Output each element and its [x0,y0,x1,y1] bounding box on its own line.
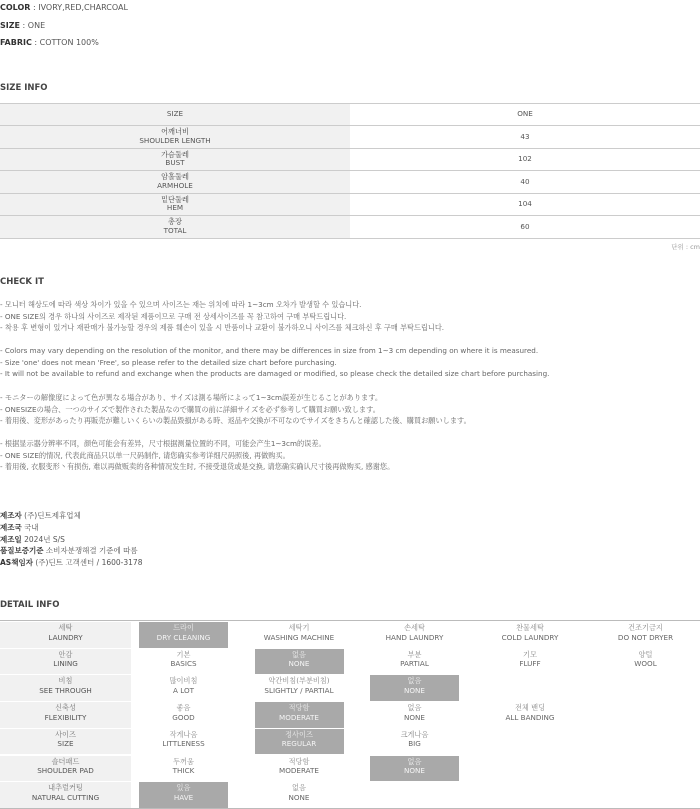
maker-row [0,557,142,569]
notes-chinese: - 根据显示器分辨率不同，颜色可能会有差异，尺寸根据测量位置的不同，可能会产生1~3cm的误差。 - ONE SIZE的情况, 代表此商品只以单一尺码制作, 请您确实参考详细尺码照後, 再做购买。 - 着用後, 衣服变形丶有损伤, 难以再做贩卖的各种情况发生时, 不接受退货或是交换, 请您确实确认尺寸後再做购买, 感谢您。 [0,439,395,471]
detail-option-ko: 양털 [638,649,653,659]
detail-option [255,675,344,701]
detail-option [255,702,344,728]
detail-option-en: DRY CLEANING [156,632,211,642]
detail-option-en: NONE [404,685,425,695]
table-row [0,126,700,149]
detail-option-en: WOOL [634,659,657,669]
detail-option-en: LITTLENESS [162,739,205,749]
detail-label-en: SEE THROUGH [39,685,92,695]
detail-option-en: GOOD [172,712,195,722]
size-row-value: 60 [350,216,700,239]
detail-label-ko: 숄더패드 [51,756,80,766]
size-label-ko: 총장 [168,217,182,227]
detail-label-en: LINING [53,659,78,669]
detail-option-ko: 드라이 [173,623,194,632]
detail-option-en: REGULAR [281,739,317,749]
detail-option-ko: 두꺼움 [173,756,194,766]
size-label-en: HEM [166,203,184,213]
detail-option-en: NONE [404,712,425,722]
detail-label-ko: 안감 [58,649,73,659]
detail-option [139,649,228,675]
size-label-ko: 가슴둘레 [161,149,189,159]
detail-option-en: SLIGHTLY / PARTIAL [264,685,334,695]
detail-option-ko: 찬물세탁 [516,623,544,632]
detail-label-en: SIZE [57,739,74,749]
maker-value: 소비자분쟁해결 기준에 따름 [45,546,138,556]
size-row-value: 43 [350,126,700,149]
detail-label-en: SHOULDER PAD [37,766,94,775]
detail-option-en: COLD LAUNDRY [501,632,559,642]
detail-option-ko: 있음 [176,783,191,793]
detail-option [370,622,459,648]
detail-option [486,622,575,648]
detail-row-label [0,649,131,675]
detail-option [255,756,344,782]
detail-option-ko: 정사이즈 [285,729,313,739]
size-label-en: SHOULDER LENGTH [139,135,211,145]
detail-option-en: THICK [172,766,195,775]
size-header-label: SIZE [0,104,350,126]
detail-option [139,675,228,701]
detail-option-ko: 크게나옴 [400,729,429,739]
detail-option [601,649,690,675]
detail-option [370,702,459,728]
detail-option-ko: 약간비침(부분비침) [268,676,330,686]
detail-label-ko: 내추럴커팅 [48,783,83,793]
unit-note: 단위 : cm [671,243,700,251]
detail-option-en: HAVE [173,792,194,802]
detail-option-en: HAND LAUNDRY [385,632,444,642]
detail-label-en: NATURAL CUTTING [31,792,100,802]
spec-color: COLOR : IVORY,RED,CHARCOAL [0,3,128,12]
spec-value: ONE [27,21,46,30]
detail-option [255,622,344,648]
detail-option [370,729,459,755]
detail-option-ko: 없음 [407,676,422,686]
size-label-ko: 암홀둘레 [161,172,189,182]
detail-option-ko: 없음 [292,649,306,659]
size-label-ko: 밑단둘레 [161,194,189,204]
detail-row-label [0,729,131,755]
detail-option-ko: 없음 [292,783,306,793]
spec-value: IVORY,RED,CHARCOAL [38,3,128,12]
spec-size: SIZE : ONE [0,21,46,30]
detail-option-ko: 손세탁 [404,623,425,632]
detail-option-en: NONE [288,659,310,669]
size-label-en: ARMHOLE [157,180,193,190]
detail-row-label [0,702,131,728]
detail-option-ko: 작게나옴 [169,729,198,739]
spec-fabric: FABRIC : COTTON 100% [0,38,99,47]
detail-option-en: MODERATE [279,766,319,775]
table-row [0,193,700,216]
maker-key: 제조자 [0,511,22,520]
notes-english: - Colors may vary depending on the resolution of the monitor, and there may be differences in size from 1~3 cm depending on where it is measured. - Size 'one' does not mean 'Free', so please refer to the detailed size chart before purchasing. - It will not be available to refund and exchange when the products are damaged or modified, so please check the detailed size chart before purchasing. [0,346,550,378]
detail-option [601,622,690,648]
detail-option [255,782,344,808]
detail-option-ko: 적당함 [288,703,310,713]
detail-option-ko: 적당함 [288,756,310,766]
detail-option-en: DO NOT DRYER [617,632,674,642]
detail-option [486,702,575,728]
detail-label-ko: 비침 [58,676,73,686]
detail-option-en: BIG [408,739,421,749]
size-info-title: SIZE INFO [0,83,48,93]
maker-key: 품질보증기준 [0,546,44,556]
spec-key: COLOR [0,3,31,12]
detail-option [370,756,459,782]
detail-option-en: FLUFF [519,659,541,669]
spec-key: FABRIC [0,38,32,47]
detail-option-en: ALL BANDING [505,712,555,722]
check-it-title: CHECK IT [0,277,44,287]
detail-option-ko: 기모 [523,649,537,659]
size-label-en: BUST [165,158,185,168]
maker-row [0,510,142,522]
detail-option [486,649,575,675]
detail-option-ko: 좋음 [176,703,191,713]
size-label-ko: 어깨너비 [161,127,189,137]
detail-option [139,729,228,755]
detail-option-en: A LOT [173,685,194,695]
maker-value: (주)딘트 고객센터 / 1600-3178 [35,558,143,568]
table-row [0,216,700,239]
detail-option-en: MODERATE [279,712,319,722]
detail-option-ko: 세탁기 [288,623,310,632]
detail-option [139,756,228,782]
maker-row [0,545,142,557]
detail-option-ko: 기본 [176,649,191,659]
spec-key: SIZE [0,21,21,30]
size-row-value: 40 [350,171,700,194]
size-header-value: ONE [350,104,700,126]
detail-option-ko: 건조기금지 [628,623,663,632]
spec-value: COTTON 100% [39,38,99,47]
detail-label-ko: 사이즈 [55,729,76,739]
detail-option [139,622,228,648]
detail-grid [0,620,700,809]
notes-japanese: - モニターの解像度によって色が異なる場合があり、サイズは測る場所によって1~3cm誤差が生じることがあります。 - ONESIZEの場合、一つのサイズで製作された製品なので購買の前に詳細サイズを必ず参考して購買お願い致します。 - 着用後、変形があったり再販売が難しいくらいの製品毀損がある時、返品や交換が不可なのでサイズをきちんと確認した後、購買お願いします。 [0,393,471,425]
detail-row-label [0,756,131,782]
size-table-header [0,104,700,126]
maker-key: AS책임자 [0,558,33,568]
detail-option-ko: 많이비침 [169,676,198,686]
maker-key: 제조일 [0,534,22,544]
table-row [0,171,700,194]
notes-korean: - 모니터 해상도에 따라 색상 차이가 있을 수 있으며 사이즈는 재는 위치에 따라 1~3cm 오차가 발생할 수 있습니다. - ONE SIZE의 경우 하나의 사이즈로 제작된 제품이므로 구매 전 상세사이즈를 꼭 참고하여 구매 부탁드립니다. - 착용 후 변형이 있거나 재판매가 불가능할 경우의 제품 훼손이 있을 시 반품이나 교환이 불가하오니 사이즈를 체크하신 후 구매 부탁드립니다. [0,300,445,332]
maker-row [0,534,142,546]
detail-option [370,649,459,675]
size-row-label [0,193,350,216]
size-row-label [0,148,350,171]
detail-option [255,649,344,675]
maker-info [0,510,142,569]
detail-option-ko: 없음 [407,703,422,713]
size-row-label [0,216,350,239]
detail-option-ko: 전체 밴딩 [514,703,546,713]
size-table [0,103,700,239]
detail-option-en: BASICS [170,659,197,669]
table-row [0,148,700,171]
detail-row-label [0,675,131,701]
size-row-value: 104 [350,193,700,216]
maker-key: 제조국 [0,522,22,532]
size-label-en: TOTAL [163,225,187,235]
detail-info-title: DETAIL INFO [0,600,60,610]
detail-option [255,729,344,755]
detail-label-en: FLEXIBILITY [44,712,87,722]
detail-label-ko: 신축성 [55,703,76,713]
detail-option-ko: 없음 [407,756,422,766]
detail-option-ko: 부분 [407,649,422,659]
size-row-label [0,171,350,194]
detail-row-label [0,622,131,648]
detail-option-en: NONE [404,766,425,775]
maker-value: (주)딘트제휴업체 [24,511,81,520]
maker-value: 국내 [24,522,39,532]
detail-option-en: PARTIAL [400,659,429,669]
detail-row-label [0,782,131,808]
detail-label-en: LAUNDRY [48,632,83,642]
detail-option-en: NONE [288,792,310,802]
size-row-label [0,126,350,149]
detail-option [139,782,228,808]
size-row-value: 102 [350,148,700,171]
maker-row [0,522,142,534]
detail-option [139,702,228,728]
maker-value: 2024년 S/S [24,534,65,544]
detail-label-ko: 세탁 [58,623,73,632]
detail-option [370,675,459,701]
detail-option-en: WASHING MACHINE [263,632,335,642]
